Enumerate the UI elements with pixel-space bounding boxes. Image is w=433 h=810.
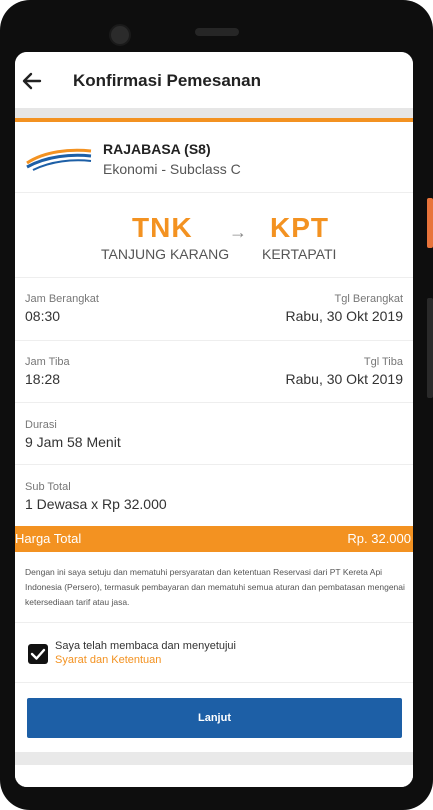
origin-code: TNK <box>132 212 193 243</box>
subtotal-label: Sub Total <box>25 481 71 493</box>
divider <box>15 192 413 193</box>
total-bar <box>15 526 413 552</box>
total-value: Rp. 32.000 <box>347 531 411 546</box>
total-label: Harga Total <box>15 531 82 546</box>
app-screen <box>15 52 413 787</box>
continue-button[interactable]: Lanjut <box>27 698 402 738</box>
terms-link[interactable]: Syarat dan Ketentuan <box>55 654 162 666</box>
divider <box>15 622 413 623</box>
destination-code: KPT <box>270 212 329 243</box>
depart-date-label: Tgl Berangkat <box>334 293 403 305</box>
divider <box>15 682 413 683</box>
route-arrow-icon: → <box>229 222 247 242</box>
app-bar <box>15 52 413 108</box>
duration-label: Durasi <box>25 419 57 431</box>
depart-date-value: Rabu, 30 Okt 2019 <box>285 308 403 324</box>
page-title: Konfirmasi Pemesanan <box>73 71 262 90</box>
divider <box>15 402 413 403</box>
arrive-date-value: Rabu, 30 Okt 2019 <box>285 371 403 387</box>
depart-time-label: Jam Berangkat <box>25 293 99 305</box>
terms-text: Dengan ini saya setuju dan mematuhi persyaratan dan ketentuan Reservasi dari PT Kereta Api Indonesia (Persero), termasuk pembayaran dan mematuhi semua aturan dan pembatasan mengenai ketersediaan tarif atau jasa. <box>25 567 405 607</box>
checkmark-icon <box>28 644 48 664</box>
header-shadow <box>15 108 413 118</box>
side-button-orange <box>427 198 433 248</box>
arrive-date-label: Tgl Tiba <box>363 356 403 368</box>
duration-value: 9 Jam 58 Menit <box>25 434 121 450</box>
bottom-strip <box>15 765 413 787</box>
train-class: Ekonomi - Subclass C <box>103 161 241 177</box>
booking-card <box>15 122 413 752</box>
camera-icon <box>109 24 131 46</box>
divider <box>15 277 413 278</box>
kai-logo-icon <box>25 143 93 171</box>
depart-time-value: 08:30 <box>25 308 61 324</box>
divider <box>15 340 413 341</box>
side-button-dark <box>427 298 433 398</box>
divider <box>15 464 413 465</box>
destination-name: KERTAPATI <box>262 246 337 262</box>
agree-label: Saya telah membaca dan menyetujui <box>55 640 236 652</box>
subtotal-value: 1 Dewasa x Rp 32.000 <box>25 496 167 512</box>
arrive-time-label: Jam Tiba <box>25 356 70 368</box>
train-name: RAJABASA (S8) <box>103 141 211 157</box>
speaker-grille <box>195 28 239 36</box>
arrive-time-value: 18:28 <box>25 371 61 387</box>
origin-name: TANJUNG KARANG <box>101 246 230 262</box>
back-arrow-icon[interactable] <box>21 70 43 92</box>
agree-checkbox[interactable] <box>28 644 48 664</box>
